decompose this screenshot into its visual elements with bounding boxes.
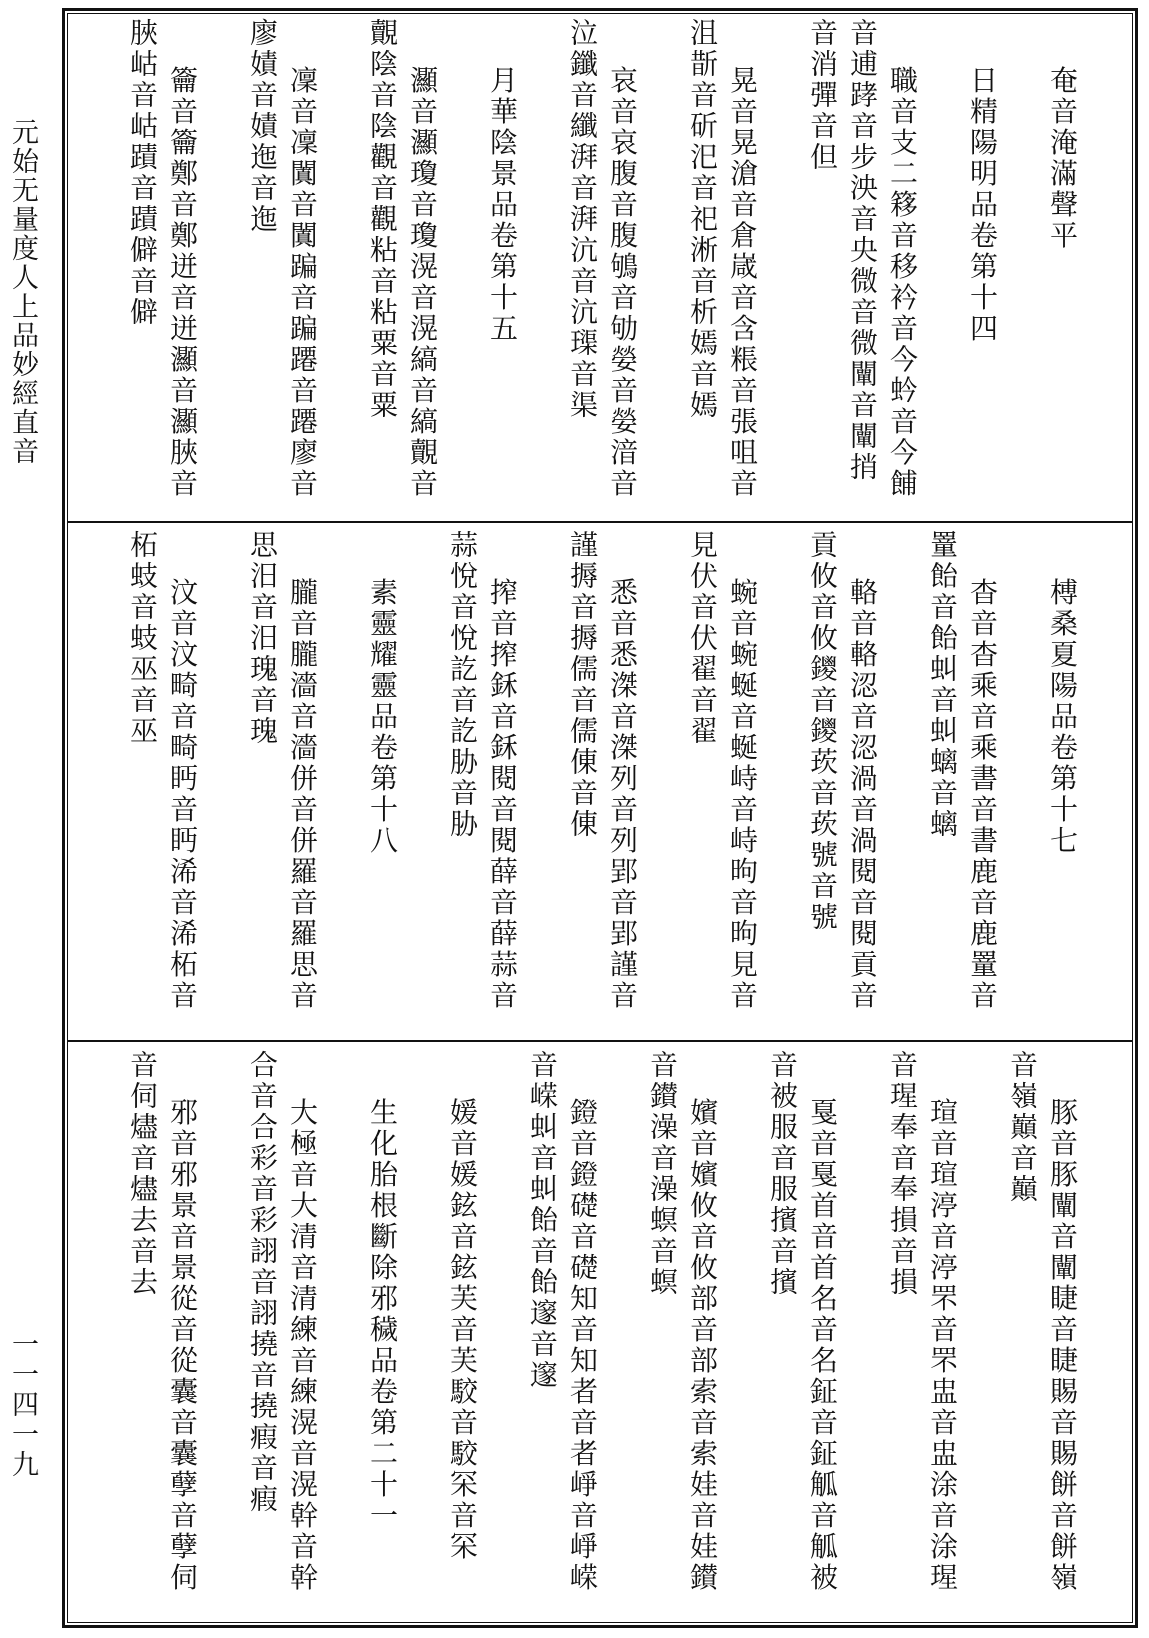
chapter-heading: 素靈耀靈品卷第十八 — [366, 577, 399, 857]
text-column: 搾音搾鉌音鉌閱音閱薛音薛蒜音蒜悅音悅訖音訖胁音胁 — [446, 530, 519, 1012]
register-divider — [67, 521, 1133, 523]
text-column: 瑄音瑄渟音渟罘音罘盅音盅涂音涂瑆音瑆奉音奉損音損 — [886, 1050, 959, 1594]
register-divider — [67, 1040, 1133, 1042]
text-block — [80, 530, 1122, 1030]
chapter-heading: 榑桑夏陽品卷第十七 — [1046, 577, 1079, 857]
text-column: 豚音豚闡音闡睫音睫賜音賜餅音餅嶺音嶺巔音巔 — [1006, 1050, 1079, 1594]
chapter-heading: 日精陽明品卷第十四 — [966, 65, 999, 345]
register-bottom — [72, 1050, 1130, 1615]
text-column: 奄音淹滿聲平 — [1046, 65, 1079, 252]
register-top — [72, 18, 1130, 512]
text-column: 汶音汶畸音畸眄音眄浠音浠柘音柘蚑音蚑巫音巫 — [126, 530, 199, 1012]
text-column: 杳音杳乘音乘書音書鹿音鹿罿音罿飴音飴虯音虯螭音螭 — [926, 530, 999, 1012]
text-column: 朧音朧濇音濇併音併羅音羅思音思汨音汨瑰音瑰 — [246, 530, 319, 1012]
text-column: 嬪音嬪攸音攸部音部索音索娃音娃鑚音鑚澡音澡螟音螟 — [646, 1050, 719, 1594]
text-column: 鐙音鐙礎音礎知音知者音者崢音崢嵘音嵘虯音虯飴音飴邃音邃 — [526, 1050, 599, 1594]
page-number: 一一四一九 — [7, 1330, 38, 1480]
text-column: 媛音媛鉉音鉉芙音芙駮音駮罙音罙 — [446, 1097, 479, 1563]
text-column: 大極音大清音清練音練滉音滉幹音幹合音合彩音彩詡音詡撓音撓瘕音瘕 — [246, 1050, 319, 1594]
text-column: 戛音戛首音首名音名鉦音鉦觚音觚被音被服音服擯音擯 — [766, 1050, 839, 1594]
text-column: 凜音凜闐音闐蹁音蹁蹮音蹮廖音廖嫧音嫧迤音迤 — [246, 18, 319, 500]
text-block — [80, 18, 1122, 512]
register-middle — [72, 530, 1130, 1030]
chapter-heading: 月華陰景品卷第十五 — [486, 65, 519, 345]
text-column: 輅音輅涊音涊渦音渦閱音閱貢音貢攸音攸鑁音鑁莰音莰號音號 — [806, 530, 879, 1012]
text-column: 灦音灦瓊音瓊滉音滉縞音縞覿音覿陰音陰觀音觀粘音粘粟音粟 — [366, 18, 439, 500]
text-block — [80, 1050, 1122, 1615]
text-column: 悉音悉滐音滐列音列郢音郢謹音謹搙音搙儒音儒倲音倲 — [566, 530, 639, 1012]
chapter-heading: 生化胎根斷除邪穢品卷第二十一 — [366, 1097, 399, 1532]
text-column: 邪音邪景音景從音從囊音囊孽音孽伺音伺燼音燼去音去 — [126, 1050, 199, 1594]
running-title: 元始无量度人上品妙經直音 — [7, 118, 38, 466]
text-column: 蜿音蜿蜒音蜒峙音峙昫音昫見音見伏音伏翟音翟 — [686, 530, 759, 1012]
text-column: 籥音籥鄭音鄭迸音迸灦音灦脥音脥岵音岵蹟音蹟僻音僻 — [126, 18, 199, 500]
text-column: 職音支二簃音移衿音今蚙音今餔音逋踍音步泱音央微音微闡音闡捎音消彈音但 — [806, 18, 919, 500]
text-column: 晃音晃滄音倉嵅音含粻音張咀音沮斮音斫汜音祀淅音析嫣音嫣 — [686, 18, 759, 500]
text-column: 哀音哀腹音腹鴝音劬嫈音嫈湆音泣鑯音纖湃音湃沆音沆璖音渠 — [566, 18, 639, 500]
